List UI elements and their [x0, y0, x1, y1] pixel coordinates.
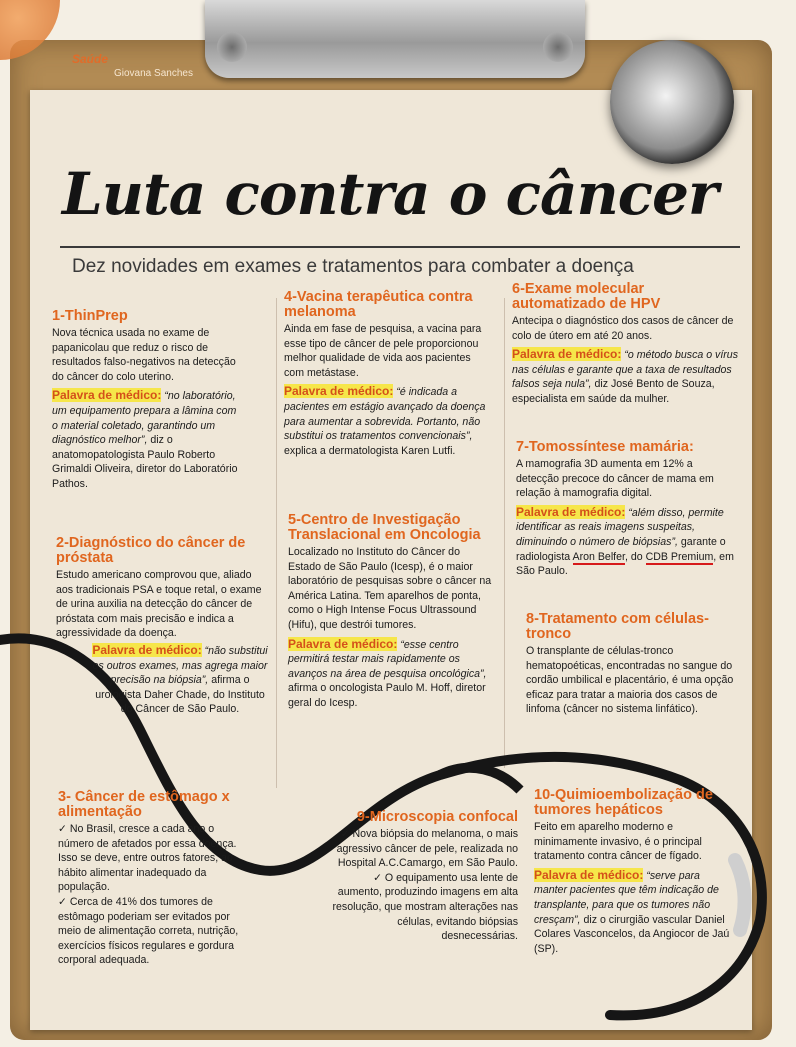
- doctor-name-underlined: Aron Belfer: [572, 550, 625, 563]
- quote-attribution-post: , em São Paulo.: [516, 550, 734, 578]
- quote-attribution: afirma o oncologista Paulo M. Hoff, diretor geral do Icesp.: [288, 682, 486, 709]
- item-heading: 5-Centro de Investigação Translacional em Oncologia: [288, 512, 481, 543]
- item-6: [512, 282, 738, 407]
- item-10: [534, 788, 730, 956]
- doctor-quote: “no laboratório, um equipamento prepara a lâmina com o material coletado, garantindo um diagnóstico melhor”,: [52, 390, 237, 447]
- clip-hole: [543, 32, 573, 62]
- quote-attribution: afirma o urologista Daher Chade, do Instituto do Câncer de São Paulo.: [95, 674, 265, 716]
- doctor-word-tag: Palavra de médico:: [534, 867, 644, 882]
- doctor-quote: “não substitui os outros exames, mas agrega maior precisão na biópsia”,: [92, 644, 268, 687]
- column-divider: [504, 298, 505, 768]
- item-intro: O transplante de células-tronco hematopoéticas, encontradas no sangue do cordão umbilical e placentário, é uma opção eficaz para tratar a maioria dos casos de linfoma (câncer no sistema linfático).: [526, 645, 734, 716]
- title-divider: [60, 246, 740, 248]
- item-9: [332, 810, 518, 944]
- quote-attribution: diz José Bento de Souza, especialista em saúde da mulher.: [512, 378, 715, 405]
- item-intro: Nova técnica usada no exame de papanicolau que reduz o risco de resultados falso-negativos na detecção do câncer do colo uterino.: [52, 327, 236, 383]
- section-label: Saúde: [72, 52, 109, 66]
- item-heading: 10-Quimioembolização de tumores hepáticos: [534, 787, 713, 818]
- quote-attribution: diz o anatomopatologista Paulo Roberto Grimaldi Oliveira, diretor do Laboratório Pathos.: [52, 434, 238, 490]
- quote-attribution-mid: , do: [624, 550, 643, 563]
- doctor-quote: “esse centro permitirá testar mais rapidamente os avanços na área de pesquisa oncológica”,: [288, 638, 487, 680]
- item-heading: 7-Tomossíntese mamária:: [516, 439, 694, 455]
- item-5: [288, 513, 494, 711]
- doctor-word-tag: Palavra de médico:: [512, 347, 622, 362]
- check-icon: ✓: [58, 895, 70, 908]
- check-icon: ✓: [373, 871, 385, 884]
- check-icon: ✓: [58, 823, 70, 835]
- doctor-quote: “além disso, permite identificar as reais imagens suspeitas, diminuindo o número de biópsias”,: [516, 506, 724, 548]
- item-bullet: [332, 827, 518, 871]
- doctor-word-tag: Palavra de médico:: [516, 504, 626, 519]
- doctor-quote: “serve para manter pacientes que têm indicação de transplante, para que os tumores não cresçam”,: [534, 869, 719, 926]
- quote-attribution: diz o cirurgião vascular Daniel Colares Vasconcelos, da Angiocor de Jaú (SP).: [534, 913, 730, 955]
- doctor-word-tag: Palavra de médico:: [288, 636, 398, 651]
- check-icon: ✓: [340, 828, 353, 840]
- clip-hole: [217, 32, 247, 62]
- column-divider: [276, 298, 277, 788]
- item-heading: 9-Microscopia confocal: [356, 809, 518, 825]
- item-bullet: [58, 895, 246, 968]
- author-name: Giovana Sanches: [114, 68, 193, 79]
- item-heading: 4-Vacina terapêutica contra melanoma: [284, 289, 473, 320]
- item-4: [284, 290, 492, 458]
- doctor-word-tag: Palavra de médico:: [52, 388, 162, 403]
- item-heading: 8-Tratamento com células-tronco: [526, 611, 709, 642]
- item-intro: Estudo americano comprovou que, aliado aos tradicionais PSA e toque retal, o exame de urina auxilia na detecção do câncer de próstata com mais precisão e indica a agressividade da doença.: [56, 569, 262, 640]
- item-bullet: [332, 871, 518, 944]
- quote-attribution: explica a dermatologista Karen Lutfi.: [284, 444, 456, 457]
- item-intro: Localizado no Instituto do Câncer do Estado de São Paulo (Icesp), é o maior laboratório de pesquisas sobre o câncer na América Latina. Tem aparelhos de ponta, como o High Intense Focus Ultrassound (Hifu), que destrói tumores.: [288, 546, 492, 631]
- bullet-text: No Brasil, cresce a cada ano o número de afetados por essa doença. Isso se deve, entre outros fatores, ao hábito alimentar inadequado da população.: [58, 823, 237, 894]
- item-bullet: [58, 822, 246, 895]
- item-8: [526, 612, 738, 717]
- stethoscope-chestpiece-icon: [610, 40, 734, 164]
- item-intro: Ainda em fase de pesquisa, a vacina para esse tipo de câncer de pele proporcionou melhor qualidade de vida aos pacientes com metástase.: [284, 323, 482, 379]
- item-heading: 1-ThinPrep: [52, 308, 128, 324]
- quote-attribution-pre: garante o radiologista: [516, 535, 726, 563]
- item-2: [56, 536, 268, 717]
- item-intro: Feito em aparelho moderno e minimamente invasivo, é o principal tratamento contra câncer de fígado.: [534, 821, 702, 863]
- clipboard-clip-icon: [205, 0, 585, 78]
- bullet-text: O equipamento usa lente de aumento, produzindo imagens em alta resolução, que mostram alterações nas células, evitando biópsias desnecessárias.: [332, 871, 518, 943]
- item-heading: 3- Câncer de estômago x alimentação: [58, 789, 230, 820]
- bullet-text: Nova biópsia do melanoma, o mais agressivo câncer de pele, realizada no Hospital A.C.Camargo, em São Paulo.: [336, 828, 518, 870]
- doctor-word-tag: Palavra de médico:: [284, 384, 394, 399]
- doctor-quote: “é indicada a pacientes em estágio avançado da doença para aumentar a sobrevida. Portanto, não substitui os tratamentos convencionais”,: [284, 386, 486, 443]
- bullet-text: Cerca de 41% dos tumores de estômago poderiam ser evitados por meio de alimentação correta, nutrição, exercícios físicos regulares e gordura corporal adequada.: [58, 895, 239, 967]
- article-title: Luta contra o câncer: [62, 160, 718, 228]
- item-intro: Antecipa o diagnóstico dos casos de câncer de colo de útero em até 20 anos.: [512, 315, 734, 342]
- doctor-word-tag: Palavra de médico:: [92, 642, 202, 657]
- item-7: [516, 440, 738, 579]
- doctor-quote: “o método busca o vírus nas células e garante que a taxa de resultados falsos seja nula”,: [512, 349, 738, 391]
- item-heading: 6-Exame molecular automatizado de HPV: [512, 281, 661, 312]
- article-subtitle: Dez novidades em exames e tratamentos para combater a doença: [72, 256, 634, 277]
- item-heading: 2-Diagnóstico do câncer de próstata: [56, 535, 246, 566]
- clinic-name-underlined: CDB Premium: [645, 550, 714, 563]
- item-1: [52, 309, 240, 492]
- item-intro: A mamografia 3D aumenta em 12% a detecção precoce do câncer de mama em relação à mamografia digital.: [516, 458, 714, 500]
- item-3: [58, 790, 246, 968]
